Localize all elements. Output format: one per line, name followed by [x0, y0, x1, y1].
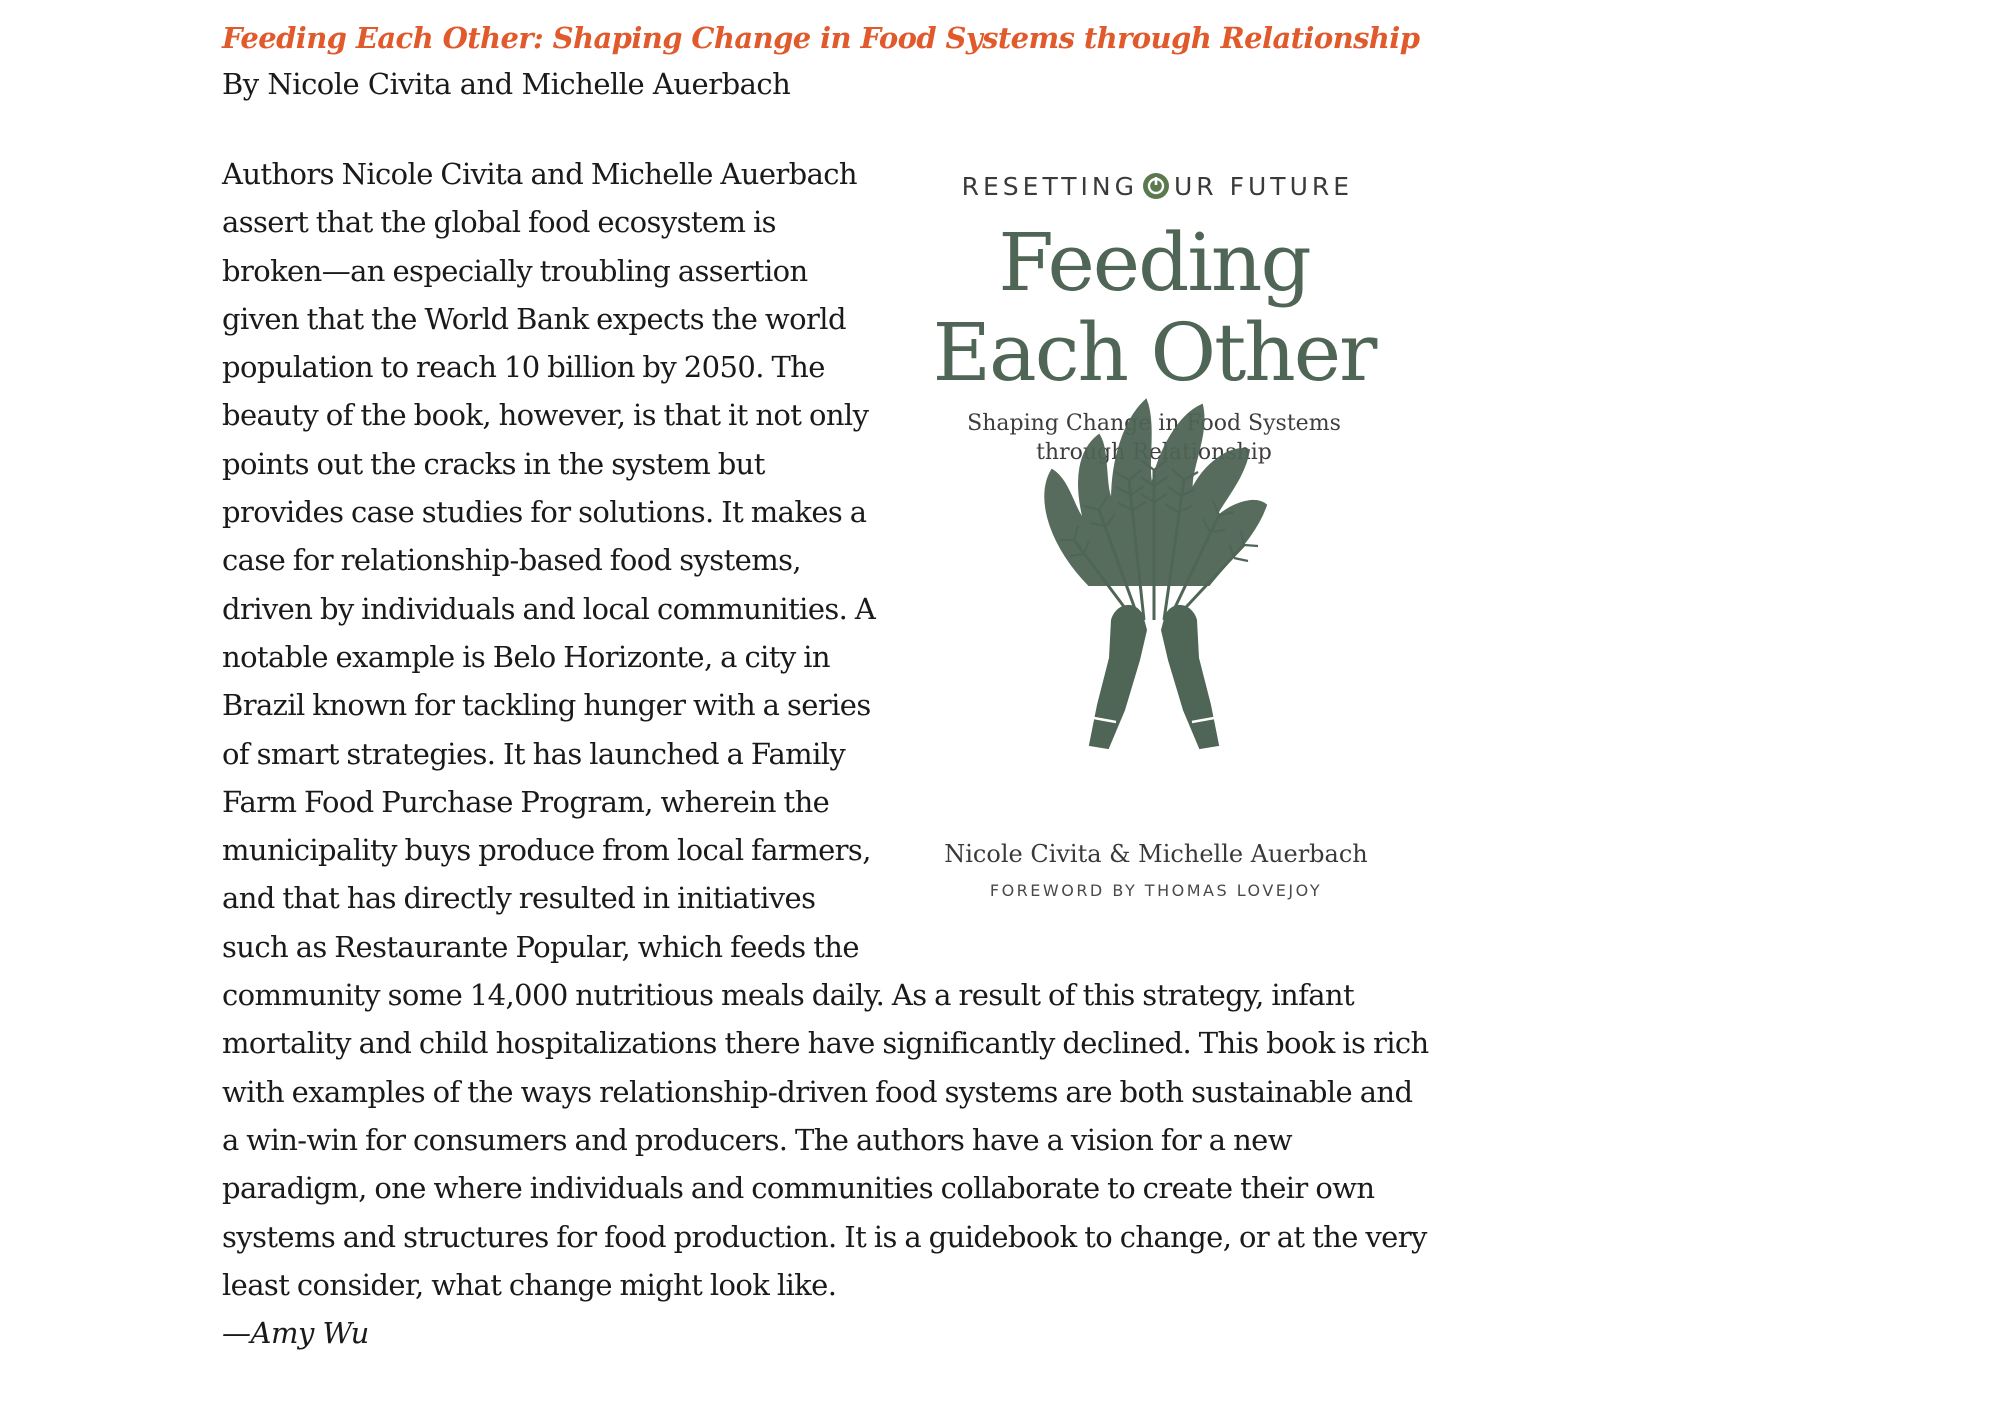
cover-foreword: FOREWORD BY THOMAS LOVEJOY — [989, 881, 1323, 900]
article-title: Feeding Each Other: Shaping Change in Food Systems through Relationship — [222, 21, 1420, 55]
cover-title-line1: Feeding — [998, 216, 1310, 309]
reviewer-signature: —Amy Wu — [222, 1316, 369, 1351]
cover-title-line2: Each Other — [932, 306, 1376, 399]
article-byline: By Nicole Civita and Michelle Auerbach — [222, 67, 791, 101]
article — [222, 16, 1432, 1357]
power-leaf-icon — [1143, 173, 1169, 199]
cover-series-text-1: RESETTING — [961, 172, 1138, 201]
book-cover-image — [884, 150, 1444, 950]
cover-series-text-2: UR FUTURE — [1174, 172, 1354, 201]
review-text: Authors Nicole Civita and Michelle Auerbach assert that the global food ecosystem is broken—an especially troubling assertion given that the World Bank expects the world population to reach 10 billion by 2050. The beauty of the book, however, is that it not only points out the cracks in the system but provides case studies for solutions. It makes a case for relationship-based food systems, driven by individuals and local communities. A notable example is Belo Horizonte, a city in Brazil known for tackling hunger with a series of smart strategies. It has launched a Family Farm Food Purchase Program, wherein the municipality buys produce from local farmers, and that has directly resulted in initiatives such as Restaurante Popular, which feeds the community some 14,000 nutritious meals daily. As a result of this strategy, infant mortality and child hospitalizations there have significantly declined. This book is rich with examples of the ways relationship-driven food systems are both sustainable and a win-win for consumers and producers. The authors have a vision for a new paradigm, one where individuals and communities collaborate to create their own systems and structures for food production. It is a guidebook to change, or at the very least consider, what change might look like. — [222, 157, 1429, 1302]
cover-subtitle-line2: through Relationship — [1036, 440, 1272, 465]
article-body — [222, 150, 1432, 1357]
cover-authors: Nicole Civita & Michelle Auerbach — [944, 840, 1368, 868]
cover-subtitle-line1: Shaping Change in Food Systems — [967, 411, 1341, 436]
